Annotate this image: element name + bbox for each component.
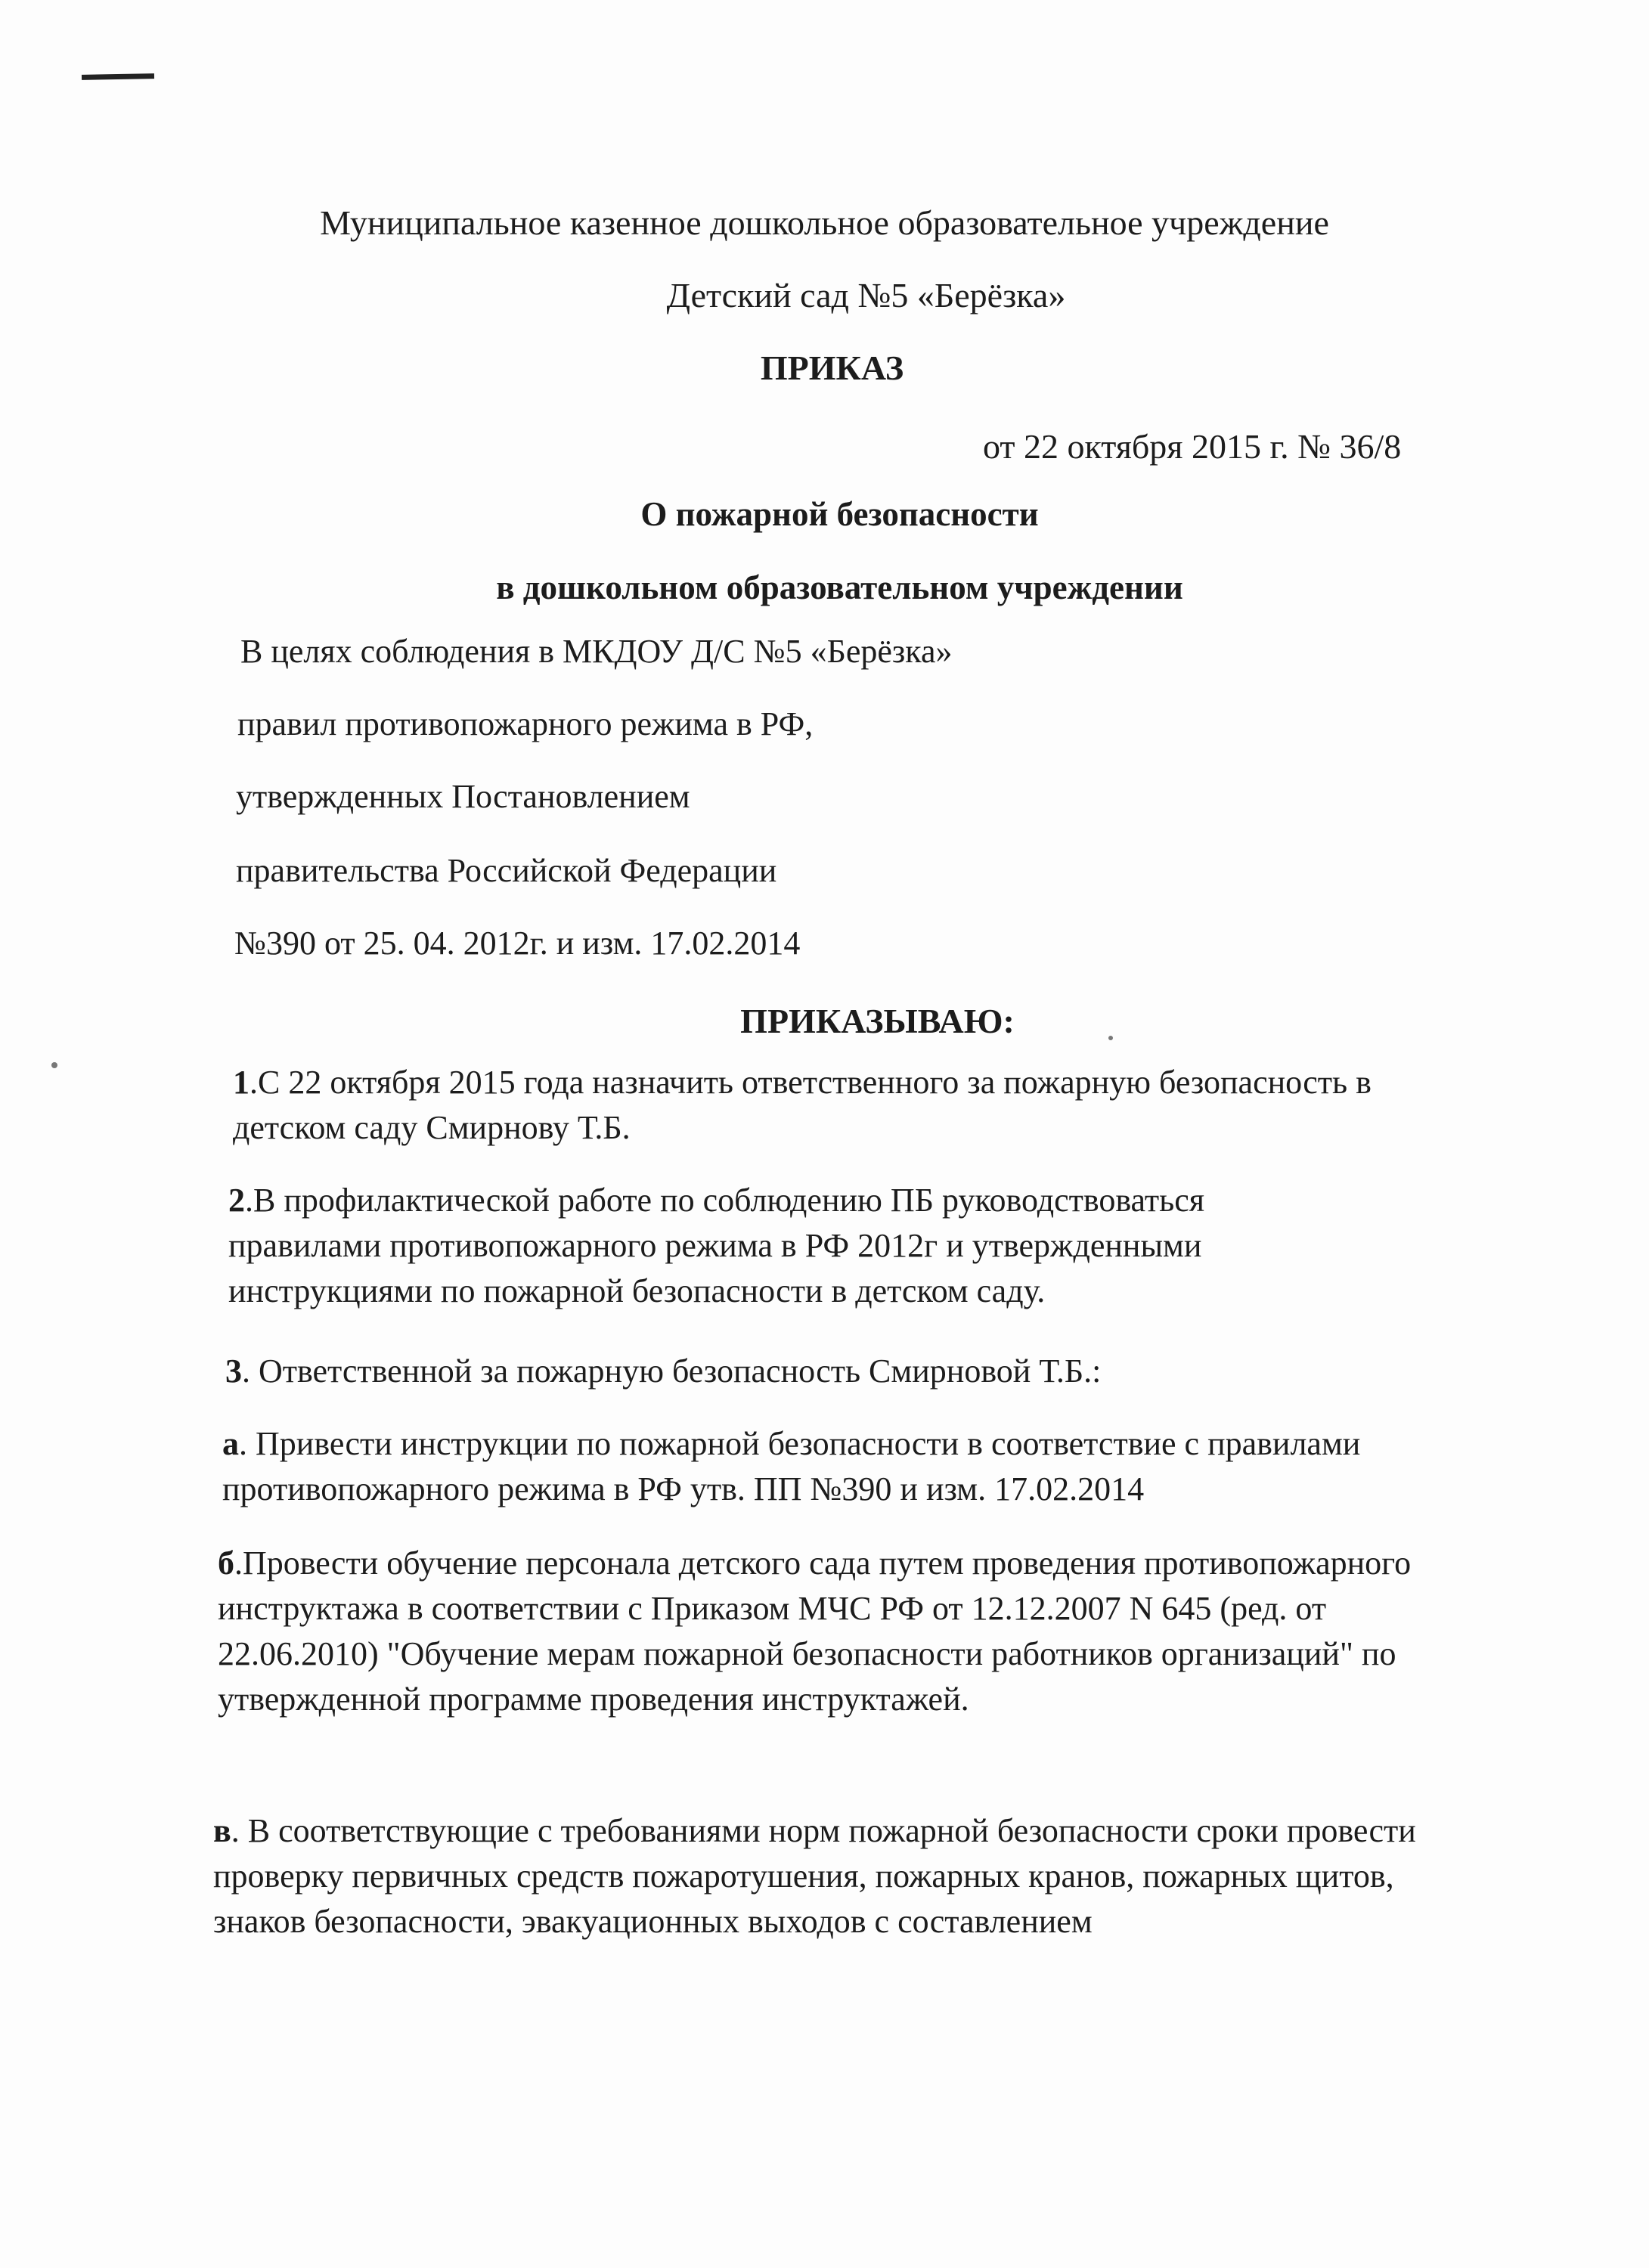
preamble-line: В целях соблюдения в МКДОУ Д/С №5 «Берёзка» xyxy=(240,633,953,670)
item-marker: 1 xyxy=(233,1064,250,1101)
item-text: . Ответственной за пожарную безопасность Смирновой Т.Б.: xyxy=(242,1352,1102,1390)
institution-name: Муниципальное казенное дошкольное образовательное учреждение xyxy=(320,203,1329,242)
preamble-line: №390 от 25. 04. 2012г. и изм. 17.02.2014 xyxy=(234,925,801,962)
item-marker: б xyxy=(218,1545,234,1582)
order-subitem xyxy=(213,1808,1453,1944)
order-item xyxy=(228,1178,1287,1314)
order-word: ПРИКАЗЫВАЮ: xyxy=(740,1002,1015,1040)
item-marker: а xyxy=(222,1425,239,1462)
document-date-number: от 22 октября 2015 г. № 36/8 xyxy=(983,427,1402,466)
scan-mark xyxy=(82,73,154,80)
item-text: .В профилактической работе по соблюдению ПБ руководствоваться правилами противопожарного режима в РФ 2012г и утвержденными инструкциями по пожарной безопасности в детском саду. xyxy=(228,1182,1204,1309)
order-item xyxy=(233,1060,1458,1151)
item-marker: в xyxy=(213,1812,231,1849)
preamble-line: правительства Российской Федерации xyxy=(236,852,777,889)
item-text: .С 22 октября 2015 года назначить ответственного за пожарную безопасность в детском саду Смирнову Т.Б. xyxy=(233,1064,1372,1146)
item-text: . Привести инструкции по пожарной безопасности в соответствие с правилами противопожарного режима в РФ утв. ПП №390 и изм. 17.02.2014 xyxy=(222,1425,1361,1507)
item-marker: 2 xyxy=(228,1182,245,1219)
scan-dot xyxy=(51,1062,57,1068)
item-text: . В соответствующие с требованиями норм пожарной безопасности сроки провести проверку первичных средств пожаротушения, пожарных кранов, пожарных щитов, знаков безопасности, эвакуационных выходов с составлением xyxy=(213,1812,1416,1940)
item-text: .Провести обучение персонала детского сада путем проведения противопожарного инструктажа в соответствии с Приказом МЧС РФ от 12.12.2007 N 645 (ред. от 22.06.2010) "Обучение мерам пожарной безопасности работников организаций" по утвержденной программе проведения инструктажей. xyxy=(218,1545,1412,1718)
document-type-title: ПРИКАЗ xyxy=(760,349,904,387)
kindergarten-name: Детский сад №5 «Берёзка» xyxy=(666,276,1066,314)
order-subitem xyxy=(218,1541,1450,1722)
subject-line-2: в дошкольном образовательном учреждении xyxy=(496,569,1183,606)
item-marker: 3 xyxy=(225,1352,242,1390)
preamble-line: правил противопожарного режима в РФ, xyxy=(237,705,814,742)
order-subitem xyxy=(222,1421,1455,1512)
preamble-line: утвержденных Постановлением xyxy=(236,778,690,815)
order-item xyxy=(225,1349,1450,1394)
subject-line-1: О пожарной безопасности xyxy=(640,495,1039,533)
